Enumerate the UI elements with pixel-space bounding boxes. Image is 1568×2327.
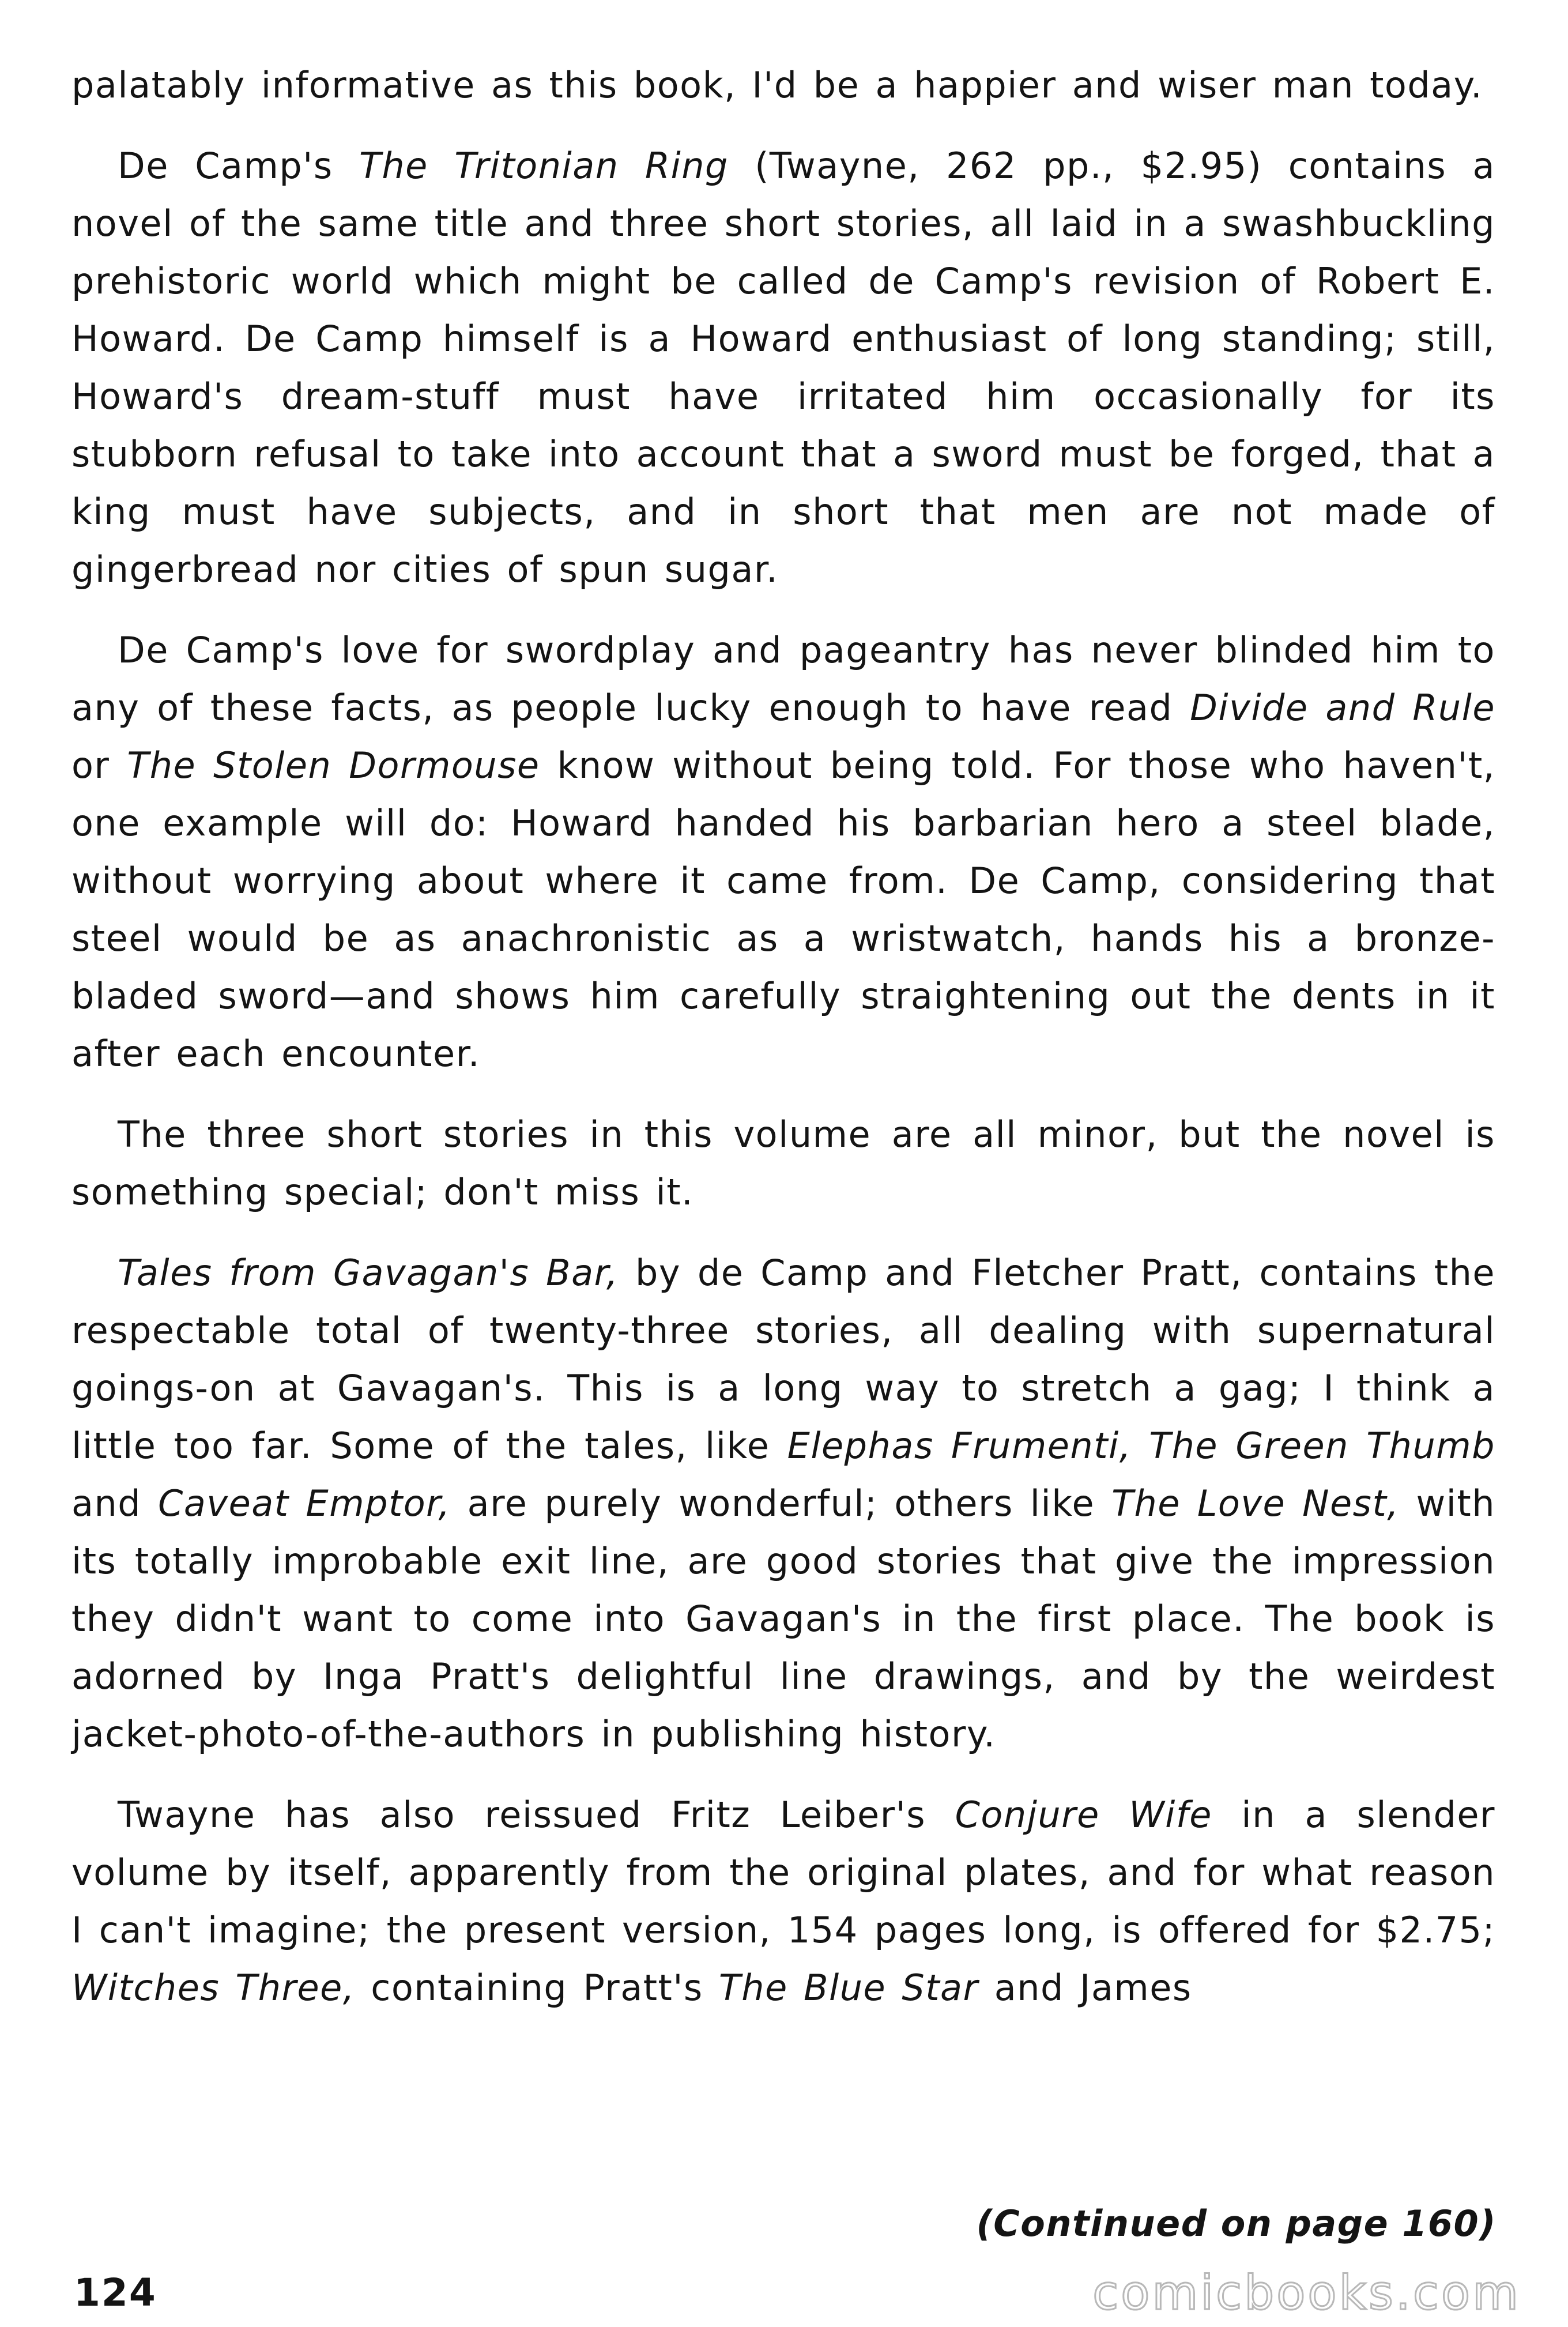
italic-title: Tales from Gavagan's Bar, [118, 1252, 619, 1294]
italic-title: The Tritonian Ring [359, 145, 729, 187]
text-run: De Camp's [118, 145, 360, 187]
text-run: containing Pratt's [355, 1967, 719, 2009]
paragraph [71, 1106, 1495, 1221]
text-run: know without being told. For those who haven't, one example will do: Howard handed his barbarian hero a steel blade, without worrying about where it came from. De Camp, considering that steel would be as anachronistic as a wristwatch, hands his a bronze-bladed sword—and shows him carefully straightening out the dents in it after each encounter. [71, 744, 1495, 1075]
text-run: with its totally improbable exit line, are good stories that give the impression they didn't want to come into Gavagan's in the first place. The book is adorned by Inga Pratt's delightful line drawings, and by the weirdest jacket-photo-of-the-authors in publishing history. [71, 1482, 1496, 1755]
page-number: 124 [74, 2270, 157, 2315]
italic-title: Elephas Frumenti, The Green Thumb [787, 1425, 1495, 1467]
italic-title: Caveat Emptor, [158, 1482, 451, 1524]
paragraph [71, 57, 1495, 114]
text-run: and James [978, 1967, 1192, 2009]
text-run: (Twayne, 262 pp., $2.95) contains a novel of the same title and three short stories, all laid in a swashbuckling prehistoric world which might be called de Camp's revision of Robert E. Howard. De Camp himself is a Howard enthusiast of long standing; still, Howard's dream-stuff must have irritated him occasionally for its stubborn refusal to take into account that a sword must be forged, that a king must have subjects, and in short that men are not made of gingerbread nor cities of spun sugar. [71, 145, 1496, 590]
text-run: and [71, 1482, 159, 1524]
italic-title: The Blue Star [718, 1967, 979, 2009]
text-run: palatably informative as this book, I'd be a happier and wiser man today. [71, 64, 1483, 106]
italic-title: Conjure Wife [955, 1794, 1212, 1836]
italic-title: The Stolen Dormouse [127, 744, 540, 786]
text-run: De Camp's love for swordplay and pageantry has never blinded him to any of these facts, as people lucky enough to have read [71, 629, 1495, 729]
paragraph [71, 1786, 1495, 2017]
continued-note: (Continued on page 160) [976, 2202, 1497, 2245]
text-run: Twayne has also reissued Fritz Leiber's [118, 1794, 955, 1836]
paragraph [71, 622, 1495, 1083]
text-run: or [71, 744, 127, 786]
italic-title: The Love Nest, [1111, 1482, 1400, 1524]
text-run: The three short stories in this volume are all minor, but the novel is something special; don't miss it. [71, 1113, 1495, 1213]
italic-title: Witches Three, [71, 1967, 356, 2009]
article-body [71, 57, 1495, 2040]
text-run: by de Camp and Fletcher Pratt, contains the respectable total of twenty-three stories, all dealing with supernatural goings-on at Gavagan's. This is a long way to stretch a gag; I think a little too far. Some of the tales, like [71, 1252, 1496, 1467]
text-run: are purely wonderful; others like [450, 1482, 1112, 1524]
paragraph [71, 137, 1495, 598]
italic-title: Divide and Rule [1190, 687, 1496, 729]
watermark-logo: comicbooks.com [1092, 2266, 1521, 2321]
paragraph [71, 1244, 1495, 1763]
text-run: in a slender volume by itself, apparently from the original plates, and for what reason I can't imagine; the present version, 154 pages long, is offered for $2.75; [71, 1794, 1495, 1951]
